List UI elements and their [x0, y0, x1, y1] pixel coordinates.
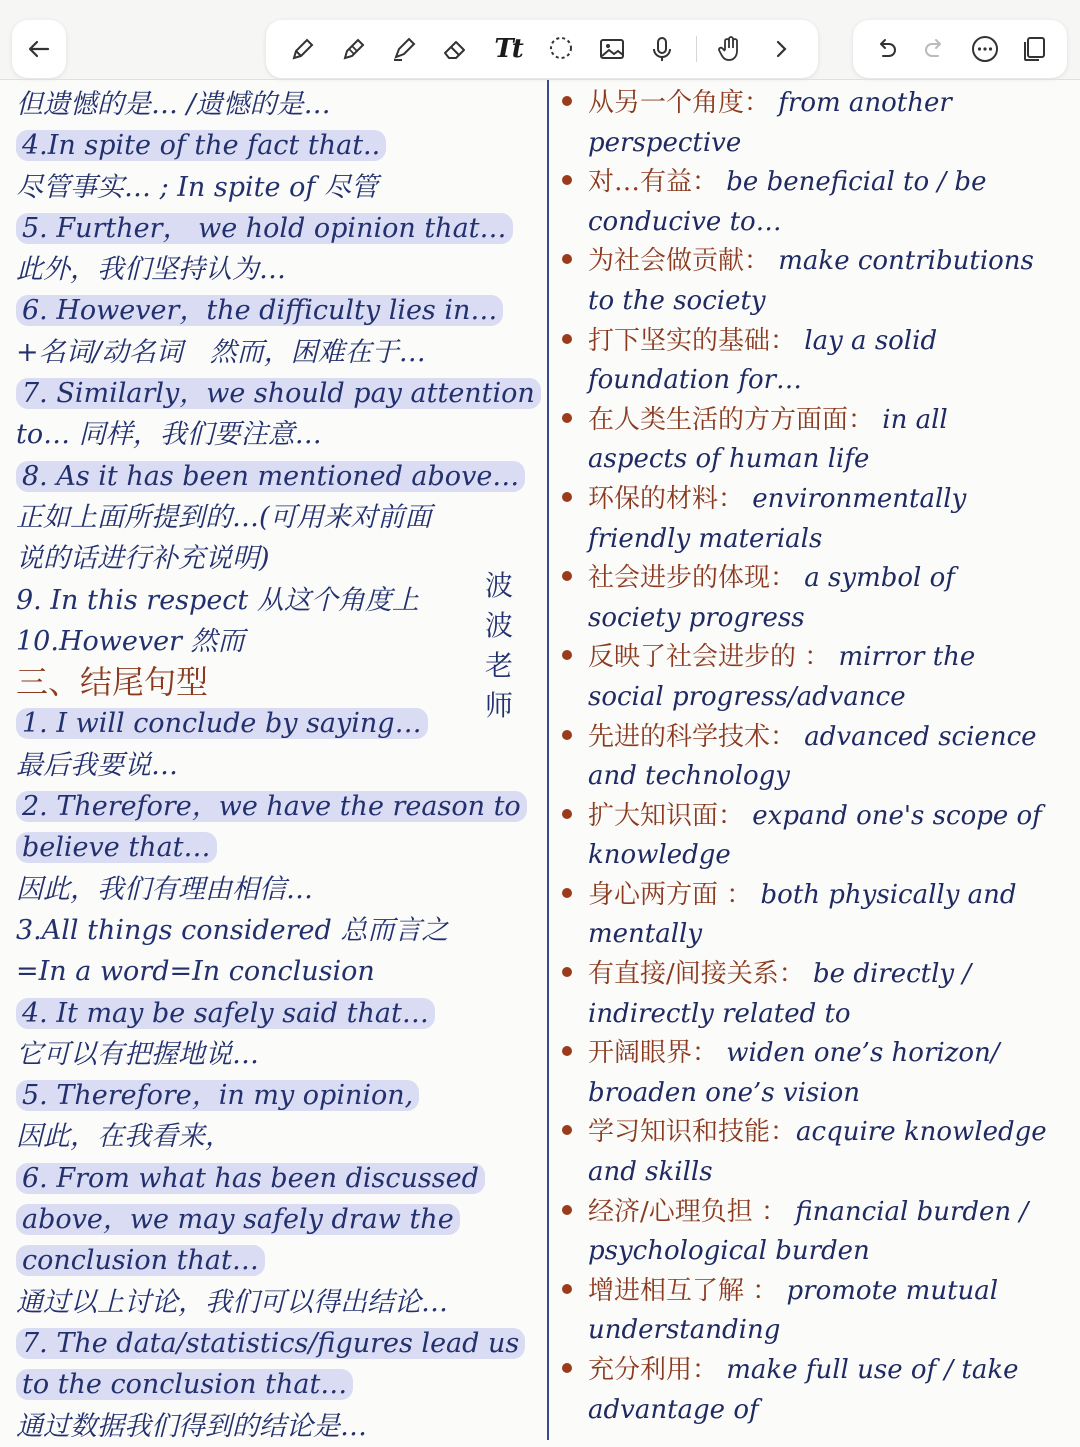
phrase-chinese: 社会进步的体现： [588, 563, 797, 594]
phrase-english: lay a solid [796, 325, 938, 356]
note-text: 因此，我们有理由相信… [16, 873, 313, 905]
phrase-chinese: 经济/心理负担 ： [588, 1196, 788, 1227]
note-line [16, 993, 546, 1034]
phrase-line-1 [588, 955, 1076, 995]
more-icon[interactable] [968, 32, 1002, 66]
note-text: +名词/动名词 然而，困难在于… [16, 336, 426, 368]
phrase-line-1 [588, 401, 1076, 441]
chevron-right-icon[interactable] [764, 32, 798, 66]
text-tool-icon[interactable]: Tt [494, 34, 522, 64]
highlighted-text: 8. As it has been mentioned above… [16, 461, 525, 492]
note-line [16, 1199, 546, 1240]
note-text: =In a word=In conclusion [16, 956, 375, 988]
phrase-english: expand one's scope of [744, 800, 1042, 831]
phrase-line-2: and technology [588, 761, 790, 792]
note-line [16, 414, 546, 455]
bullet-dot-icon [562, 1205, 572, 1215]
phrase-english: environmentally [744, 483, 967, 514]
bullet-dot-icon [562, 650, 572, 660]
bullet-dot-icon [562, 1363, 572, 1373]
lasso-icon[interactable] [544, 32, 578, 66]
phrase-line-1 [588, 1351, 1076, 1391]
toolbar-border [0, 79, 1080, 80]
vertical-title-char: 波 [484, 569, 513, 602]
eraser-icon[interactable] [438, 32, 472, 66]
note-line [16, 1075, 546, 1116]
phrase-english: advanced science [796, 721, 1037, 752]
vertical-title-char: 波 [484, 609, 513, 642]
phrase-line-2: psychological burden [588, 1236, 870, 1267]
note-line [16, 84, 546, 125]
phrase-line-2: advantage of [588, 1394, 759, 1425]
highlighted-text: 5. Therefore，in my opinion, [16, 1080, 419, 1111]
bullet-dot-icon [562, 96, 572, 106]
highlighted-text: 2. Therefore，we have the reason to [16, 791, 527, 822]
phrase-line-2: conducive to… [588, 206, 782, 237]
toolbar [0, 0, 1080, 80]
column-divider [547, 80, 549, 1440]
bullet-dot-icon [562, 967, 572, 977]
bullet-dot-icon [562, 730, 572, 740]
note-line [16, 1158, 546, 1199]
note-text: 正如上面所提到的…(可用来对前面 [16, 501, 432, 533]
phrase-list-item [562, 84, 1076, 163]
note-line [16, 621, 546, 662]
undo-icon[interactable] [869, 32, 903, 66]
phrase-chinese: 在人类生活的方方面面： [588, 404, 875, 435]
note-line [16, 332, 546, 373]
note-line [16, 1116, 546, 1157]
bullet-dot-icon [562, 1125, 572, 1135]
note-text: 它可以有把握地说… [16, 1038, 259, 1070]
phrase-list-item [562, 955, 1076, 1034]
vertical-title-char: 老 [484, 649, 513, 682]
note-text: 通过以上讨论，我们可以得出结论… [16, 1286, 448, 1318]
highlighted-text: above，we may safely draw the [16, 1204, 460, 1235]
redo-icon[interactable] [918, 32, 952, 66]
pages-icon[interactable] [1017, 32, 1051, 66]
note-text: 此外，我们坚持认为… [16, 254, 286, 286]
note-line [16, 1323, 546, 1364]
phrase-line-2: foundation for… [588, 365, 803, 396]
phrase-english: acquire knowledge [796, 1117, 1047, 1148]
note-line [16, 167, 546, 208]
bullet-dot-icon [562, 888, 572, 898]
phrase-list-item [562, 1113, 1076, 1192]
bullet-dot-icon [562, 334, 572, 344]
note-text: 通过数据我们得到的结论是… [16, 1410, 367, 1442]
note-text: 说的话进行补充说明) [16, 543, 270, 575]
phrase-line-1 [588, 797, 1076, 837]
note-line [16, 786, 546, 827]
arrow-left-icon[interactable] [22, 32, 56, 66]
microphone-icon[interactable] [645, 32, 679, 66]
left-notes-column [16, 84, 546, 1447]
right-notes-column [562, 84, 1076, 1430]
highlighted-text: 1. I will conclude by saying… [16, 708, 428, 739]
phrase-chinese: 打下坚实的基础： [588, 325, 797, 356]
phrase-english: financial burden / [787, 1196, 1029, 1227]
phrase-chinese: 扩大知识面： [588, 800, 745, 831]
highlighted-text: 5. Further， we hold opinion that… [16, 213, 513, 244]
tool-palette [266, 20, 818, 78]
phrase-line-2: aspects of human life [588, 444, 870, 475]
phrase-chinese: 反映了社会进步的 ： [588, 642, 831, 673]
note-line [16, 290, 546, 331]
phrase-line-1 [588, 84, 1076, 124]
note-line [16, 1034, 546, 1075]
phrase-line-1 [588, 480, 1076, 520]
phrase-line-1 [588, 1193, 1076, 1233]
phrase-line-2: to the society [588, 285, 766, 316]
note-text: 9. In this respect 从这个角度上 [16, 584, 419, 616]
toolbar-separator [696, 36, 697, 62]
phrase-list-item [562, 401, 1076, 480]
phrase-line-2: perspective [588, 127, 742, 158]
note-line [16, 1406, 546, 1447]
highlighted-text: 7. Similarly，we should pay attention [16, 378, 541, 409]
note-line [16, 373, 546, 414]
phrase-list-item [562, 718, 1076, 797]
phrase-line-1 [588, 876, 1076, 916]
phrase-chinese: 环保的材料： [588, 483, 745, 514]
note-text: 三、结尾句型 [16, 663, 209, 702]
phrase-english: from another [770, 88, 952, 118]
highlighted-text: 4.In spite of the fact that.. [16, 130, 386, 161]
bullet-dot-icon [562, 254, 572, 264]
phrase-list-item [562, 480, 1076, 559]
phrase-list-item [562, 638, 1076, 717]
note-text: to… 同样，我们要注意… [16, 419, 322, 451]
phrase-line-2: knowledge [588, 840, 731, 871]
phrase-chinese: 身心两方面 ： [588, 879, 753, 910]
phrase-line-1 [588, 718, 1076, 758]
phrase-list-item [562, 322, 1076, 401]
phrase-line-1 [588, 322, 1076, 362]
note-line [16, 1240, 546, 1281]
phrase-line-1 [588, 242, 1076, 282]
note-line [16, 580, 546, 621]
phrase-english: mirror the [830, 642, 976, 673]
back-pill [12, 20, 66, 78]
phrase-english: both physically and [752, 879, 1017, 910]
note-line [16, 208, 546, 249]
image-icon[interactable] [595, 32, 629, 66]
highlighted-text: believe that… [16, 832, 217, 863]
note-text: 最后我要说… [16, 749, 178, 781]
phrase-line-1 [588, 638, 1076, 678]
note-text: 因此，在我看来， [16, 1121, 232, 1153]
phrase-chinese: 从另一个角度： [588, 88, 771, 118]
phrase-line-2: social progress/advance [588, 681, 906, 712]
highlighter-icon[interactable] [387, 32, 421, 66]
vertical-title-char: 师 [484, 689, 513, 722]
phrase-english: in all [874, 404, 948, 435]
bullet-dot-icon [562, 1046, 572, 1056]
note-line [16, 703, 546, 744]
phrase-line-1 [588, 1272, 1076, 1312]
phrase-chinese: 为社会做贡献： [588, 246, 771, 277]
phrase-list-item [562, 1193, 1076, 1272]
actions-pill [853, 20, 1067, 78]
highlighted-text: conclusion that… [16, 1245, 265, 1276]
note-line [16, 1282, 546, 1323]
phrase-chinese: 开阔眼界： [588, 1038, 719, 1069]
phrase-english: promote mutual [778, 1275, 999, 1306]
phrase-chinese: 学习知识和技能： [588, 1117, 797, 1148]
note-text: 尽管事实… ; In spite of 尽管 [16, 171, 378, 203]
phrase-line-1 [588, 559, 1076, 599]
bullet-dot-icon [562, 413, 572, 423]
note-line [16, 869, 546, 910]
highlighted-text: 6. From what has been discussed [16, 1163, 485, 1194]
vertical-author-title [482, 566, 516, 726]
note-text: 3.All things considered 总而言之 [16, 914, 449, 946]
note-line [16, 456, 546, 497]
phrase-chinese: 有直接/间接关系： [588, 959, 805, 990]
phrase-list-item [562, 1034, 1076, 1113]
phrase-list-item [562, 1272, 1076, 1351]
phrase-line-2: broaden one’s vision [588, 1077, 860, 1108]
phrase-english: make contributions [770, 246, 1034, 277]
phrase-line-2: indirectly related to [588, 998, 851, 1029]
note-line [16, 1364, 546, 1405]
bullet-dot-icon [562, 1284, 572, 1294]
phrase-english: make full use of / take [718, 1355, 1019, 1385]
note-line [16, 827, 546, 868]
phrase-english: be beneficial to / be [718, 167, 987, 198]
note-line [16, 538, 546, 579]
note-line [16, 910, 546, 951]
highlighted-text: 6. However，the difficulty lies in… [16, 295, 503, 326]
phrase-chinese: 增进相互了解 ： [588, 1275, 779, 1306]
phrase-line-2: and skills [588, 1157, 713, 1188]
note-line [16, 745, 546, 786]
phrase-english: be directly / [804, 959, 972, 990]
section-heading [16, 662, 546, 703]
pen-icon[interactable] [286, 32, 320, 66]
pencil-icon[interactable] [337, 32, 371, 66]
highlighted-text: 4. It may be safely said that… [16, 998, 435, 1029]
phrase-line-2: friendly materials [588, 523, 823, 554]
phrase-line-1 [588, 163, 1076, 203]
phrase-chinese: 先进的科学技术： [588, 721, 797, 752]
note-line [16, 249, 546, 290]
note-line [16, 951, 546, 992]
phrase-list-item [562, 559, 1076, 638]
bullet-dot-icon [562, 809, 572, 819]
note-line [16, 125, 546, 166]
bullet-dot-icon [562, 175, 572, 185]
note-line [16, 497, 546, 538]
highlighted-text: 7. The data/statistics/figures lead us [16, 1328, 525, 1359]
phrase-line-2: society progress [588, 602, 805, 633]
phrase-list-item [562, 242, 1076, 321]
phrase-english: widen one’s horizon/ [718, 1038, 1000, 1069]
phrase-line-2: understanding [588, 1315, 781, 1346]
phrase-chinese: 对…有益： [588, 167, 719, 198]
phrase-chinese: 充分利用： [588, 1355, 719, 1385]
hand-icon[interactable] [713, 32, 747, 66]
phrase-list-item [562, 163, 1076, 242]
bullet-dot-icon [562, 492, 572, 502]
phrase-line-1 [588, 1113, 1076, 1153]
phrase-english: a symbol of [796, 563, 955, 594]
bullet-dot-icon [562, 571, 572, 581]
note-text: 10.However 然而 [16, 625, 245, 657]
phrase-list-item [562, 876, 1076, 955]
phrase-line-2: mentally [588, 919, 703, 950]
phrase-list-item [562, 797, 1076, 876]
phrase-line-1 [588, 1034, 1076, 1074]
phrase-list-item [562, 1351, 1076, 1430]
note-text: 但遗憾的是… /遗憾的是… [16, 89, 331, 120]
highlighted-text: to the conclusion that… [16, 1369, 353, 1400]
